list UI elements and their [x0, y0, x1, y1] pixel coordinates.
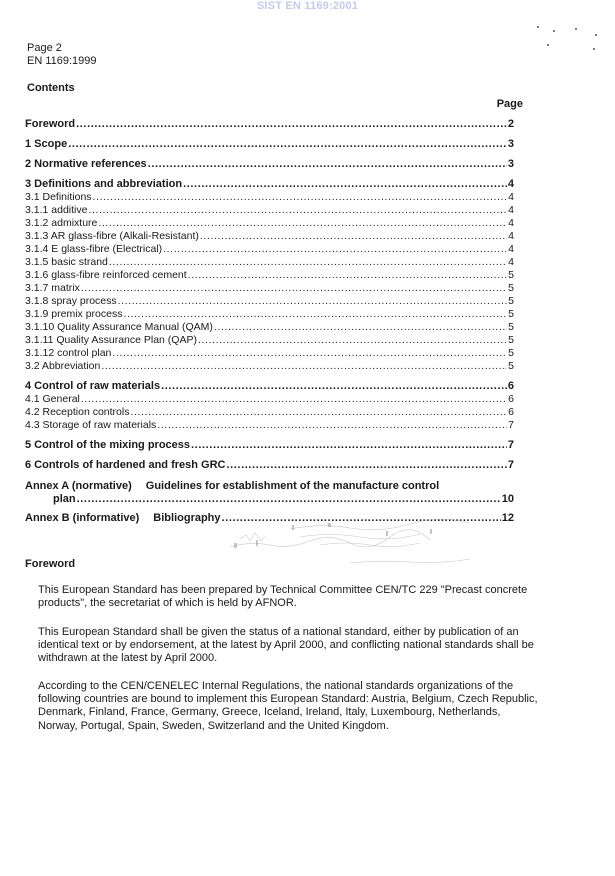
toc-page: 6 — [508, 393, 514, 405]
toc-label: 3.1.6 glass-fibre reinforced cement — [25, 269, 187, 281]
toc-label: 1 Scope — [25, 138, 68, 150]
annex-a-title: Guidelines for establishment of the manufacture control — [145, 480, 440, 492]
toc-label: 3 Definitions and abbreviation — [25, 178, 183, 190]
scan-specks — [535, 22, 605, 52]
leader-dots — [76, 118, 507, 131]
leader-dots — [191, 439, 507, 452]
toc-label: 3.1.12 control plan — [25, 347, 112, 359]
leader-dots — [163, 243, 507, 256]
leader-dots — [183, 178, 507, 191]
toc-entry[interactable] — [25, 191, 514, 204]
annex-a-label: Annex A (normative) — [25, 480, 132, 492]
leader-dots — [157, 419, 507, 432]
leader-dots — [161, 380, 507, 393]
toc-label: 5 Control of the mixing process — [25, 439, 191, 451]
toc-label: 3.2 Abbreviation — [25, 360, 101, 372]
leader-dots — [93, 191, 508, 204]
toc-label: 2 Normative references — [25, 158, 147, 170]
toc-page: 4 — [508, 230, 514, 242]
toc-entry[interactable] — [25, 393, 514, 406]
toc-entry-annex-a[interactable] — [25, 480, 514, 493]
toc-label: 3.1.10 Quality Assurance Manual (QAM) — [25, 321, 213, 333]
toc-entry[interactable] — [25, 217, 514, 230]
leader-dots — [109, 256, 507, 269]
toc-page: 6 — [507, 380, 514, 392]
toc-entry[interactable] — [25, 204, 514, 217]
toc-entry[interactable] — [25, 230, 514, 243]
leader-dots — [198, 334, 507, 347]
contents-title: Contents — [27, 82, 75, 94]
toc-page: 4 — [508, 243, 514, 255]
toc-entry[interactable] — [25, 308, 514, 321]
toc-label: 3.1.1 additive — [25, 204, 88, 216]
toc-page: 5 — [508, 360, 514, 372]
foreword-heading: Foreword — [25, 558, 76, 570]
toc-label: 3.1.5 basic strand — [25, 256, 108, 268]
toc-page: 7 — [508, 419, 514, 431]
table-of-contents — [25, 118, 514, 525]
toc-label: 4.3 Storage of raw materials — [25, 419, 157, 431]
leader-dots — [118, 295, 508, 308]
annex-b-label: Annex B (informative) — [25, 512, 140, 524]
toc-label: 3.1.2 admixture — [25, 217, 98, 229]
toc-label: 4.2 Reception controls — [25, 406, 130, 418]
toc-page: 5 — [508, 334, 514, 346]
toc-entry[interactable] — [25, 347, 514, 360]
toc-entry[interactable] — [25, 295, 514, 308]
toc-entry-raw-materials[interactable] — [25, 380, 514, 393]
toc-page: 5 — [508, 282, 514, 294]
page-number: Page 2 — [27, 42, 62, 54]
toc-label: 3.1.4 E glass-fibre (Electrical) — [25, 243, 163, 255]
page-column-heading: Page — [496, 98, 523, 110]
toc-label: 3.1.3 AR glass-fibre (Alkali-Resistant) — [25, 230, 199, 242]
toc-page: 7 — [507, 459, 514, 471]
leader-dots — [77, 493, 501, 506]
leader-dots — [112, 347, 507, 360]
toc-page: 3 — [507, 138, 514, 150]
toc-label: 4.1 General — [25, 393, 80, 405]
page-header — [27, 42, 97, 68]
toc-page: 10 — [501, 493, 514, 505]
toc-page: 5 — [508, 269, 514, 281]
leader-dots — [200, 230, 507, 243]
toc-page: 4 — [508, 256, 514, 268]
toc-page: 5 — [508, 321, 514, 333]
leader-dots — [81, 282, 507, 295]
foreword-paragraph: According to the CEN/CENELEC Internal Regulations, the national standards organizations of the following countries are bound to implement this European Standard: Austria, Belgium, Czech Republic, Denmark, Finland, France, Germany, Greece, Iceland, Ireland, Italy, Luxembourg, Netherlands, Norway, Portugal, Spain, Sweden, Switzerland and the United Kingdom. — [38, 680, 538, 732]
toc-page: 5 — [508, 308, 514, 320]
toc-page: 4 — [508, 191, 514, 203]
toc-entry-scope[interactable] — [25, 138, 514, 151]
leader-dots — [148, 158, 507, 171]
standard-number: EN 1169:1999 — [27, 55, 97, 67]
toc-page: 7 — [507, 439, 514, 451]
toc-label: 4 Control of raw materials — [25, 380, 161, 392]
toc-entry[interactable] — [25, 406, 514, 419]
toc-label: 3.1.9 premix process — [25, 308, 123, 320]
leader-dots — [130, 406, 507, 419]
leader-dots — [214, 321, 507, 334]
toc-label: 3.1.11 Quality Assurance Plan (QAP) — [25, 334, 197, 346]
toc-entry-mixing-process[interactable] — [25, 439, 514, 452]
toc-page: 3 — [507, 158, 514, 170]
toc-entry[interactable] — [25, 334, 514, 347]
toc-entry-normative-references[interactable] — [25, 158, 514, 171]
toc-entry[interactable] — [25, 419, 514, 432]
toc-label: 3.1 Definitions — [25, 191, 92, 203]
toc-entry[interactable] — [25, 360, 514, 373]
leader-dots — [81, 393, 507, 406]
toc-page: 4 — [508, 217, 514, 229]
toc-entry-foreword[interactable] — [25, 118, 514, 131]
watermark: SIST EN 1169:2001 — [256, 0, 359, 12]
toc-label: 3.1.7 matrix — [25, 282, 80, 294]
leader-dots — [88, 204, 507, 217]
toc-entry[interactable] — [25, 243, 514, 256]
leader-dots — [188, 269, 507, 282]
leader-dots — [226, 459, 506, 472]
faded-stamp-image — [230, 507, 500, 567]
foreword-paragraph: This European Standard shall be given the status of a national standard, either by publication of an identical text or by endorsement, at the latest by April 2000, and conflicting national standards shall be withdrawn at the latest by April 2000. — [38, 626, 534, 665]
toc-entry[interactable] — [25, 256, 514, 269]
foreword-paragraph: This European Standard has been prepared by Technical Committee CEN/TC 229 "Precast concrete products", the secretariat of which is held by AFNOR. — [38, 584, 528, 610]
toc-page: 4 — [508, 204, 514, 216]
toc-page: 5 — [508, 295, 514, 307]
leader-dots — [68, 138, 507, 151]
toc-entry[interactable] — [25, 321, 514, 334]
toc-page: 2 — [507, 118, 514, 130]
toc-entry-definitions[interactable] — [25, 178, 514, 191]
leader-dots — [98, 217, 507, 230]
annex-b-title: Bibliography — [153, 512, 221, 524]
leader-dots — [101, 360, 507, 373]
toc-page: 12 — [501, 512, 514, 524]
toc-label: Foreword — [25, 118, 76, 130]
toc-page: 5 — [508, 347, 514, 359]
toc-entry-hardened-fresh-grc[interactable] — [25, 459, 514, 472]
toc-entry[interactable] — [25, 269, 514, 282]
toc-entry[interactable] — [25, 282, 514, 295]
toc-label: 3.1.8 spray process — [25, 295, 117, 307]
leader-dots — [123, 308, 507, 321]
toc-label: 6 Controls of hardened and fresh GRC — [25, 459, 226, 471]
toc-page: 6 — [508, 406, 514, 418]
toc-entry-annex-a-cont[interactable] — [25, 493, 514, 506]
toc-page: 4 — [507, 178, 514, 190]
annex-a-title-cont: plan — [53, 493, 76, 505]
